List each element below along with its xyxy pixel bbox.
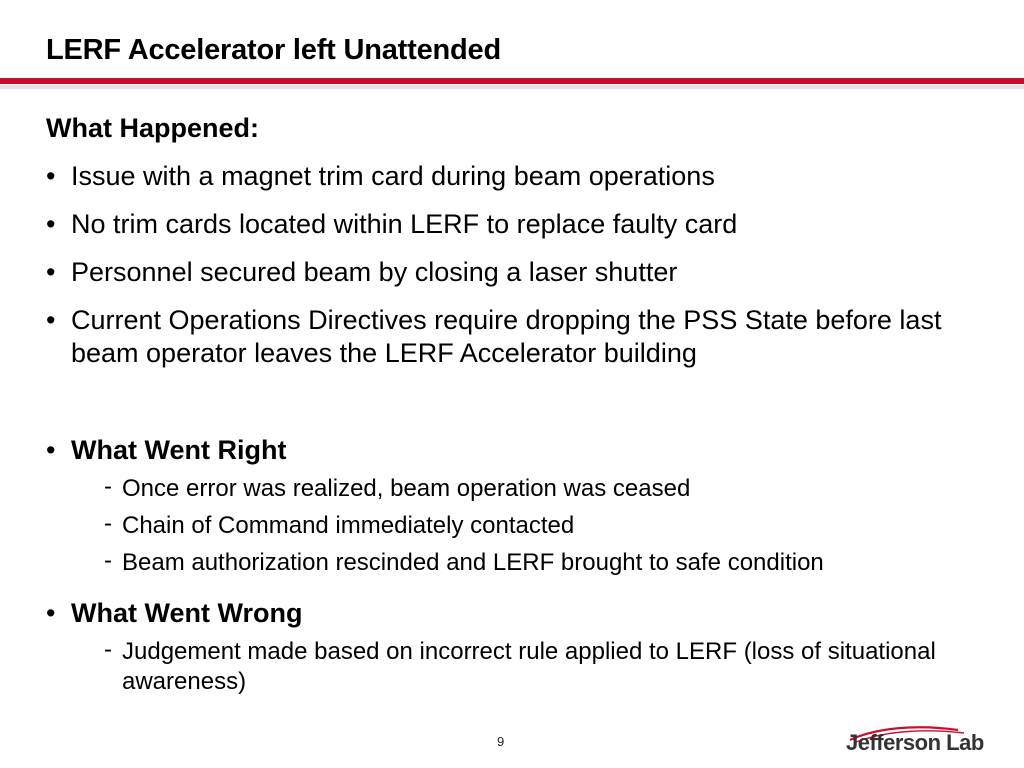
page-number: 9 (497, 734, 505, 749)
bullet-icon: • (46, 161, 56, 191)
bullet-icon: • (46, 598, 56, 628)
list-item (46, 304, 976, 370)
jefferson-lab-logo (846, 724, 986, 760)
what-went-right-section (46, 434, 976, 578)
what-went-right-label: What Went Right (71, 435, 287, 465)
list-item (46, 208, 976, 241)
list-item-text: Once error was realized, beam operation was ceased (122, 475, 691, 502)
what-went-wrong-list (46, 637, 976, 697)
list-item (46, 474, 976, 504)
list-item-text: Current Operations Directives require dropping the PSS State before last beam operator leaves the LERF Accelerator building (71, 305, 942, 368)
list-item (46, 637, 952, 697)
list-item (46, 511, 976, 541)
list-item-text: No trim cards located within LERF to replace faulty card (71, 209, 738, 239)
bullet-icon: • (46, 305, 56, 335)
list-item-text: Personnel secured beam by closing a laser shutter (71, 257, 678, 287)
what-happened-list (46, 160, 976, 385)
list-item (46, 548, 976, 578)
what-happened-heading: What Happened: (46, 113, 259, 143)
bullet-icon: • (46, 257, 56, 287)
title-rule-shadow (0, 85, 1024, 89)
list-item-text: Beam authorization rescinded and LERF brought to safe condition (122, 549, 824, 576)
list-item (46, 256, 976, 289)
what-went-right-heading (46, 434, 976, 467)
what-went-wrong-heading (46, 597, 976, 630)
bullet-icon: • (46, 209, 56, 239)
list-item-text: Chain of Command immediately contacted (122, 512, 575, 539)
dash-icon: - (104, 510, 112, 537)
title-rule-red (0, 78, 1024, 84)
dash-icon: - (104, 547, 112, 574)
bullet-icon: • (46, 435, 56, 465)
what-went-wrong-section (46, 597, 976, 697)
dash-icon: - (104, 473, 112, 500)
list-item-text: Judgement made based on incorrect rule applied to LERF (loss of situational awareness) (122, 638, 936, 695)
slide-title: LERF Accelerator left Unattended (46, 34, 501, 66)
dash-icon: - (104, 636, 112, 663)
what-went-right-list (46, 474, 976, 578)
list-item (46, 160, 976, 193)
logo-text: Jefferson Lab (846, 730, 984, 755)
what-went-wrong-label: What Went Wrong (71, 598, 303, 628)
list-item-text: Issue with a magnet trim card during beam operations (71, 161, 715, 191)
